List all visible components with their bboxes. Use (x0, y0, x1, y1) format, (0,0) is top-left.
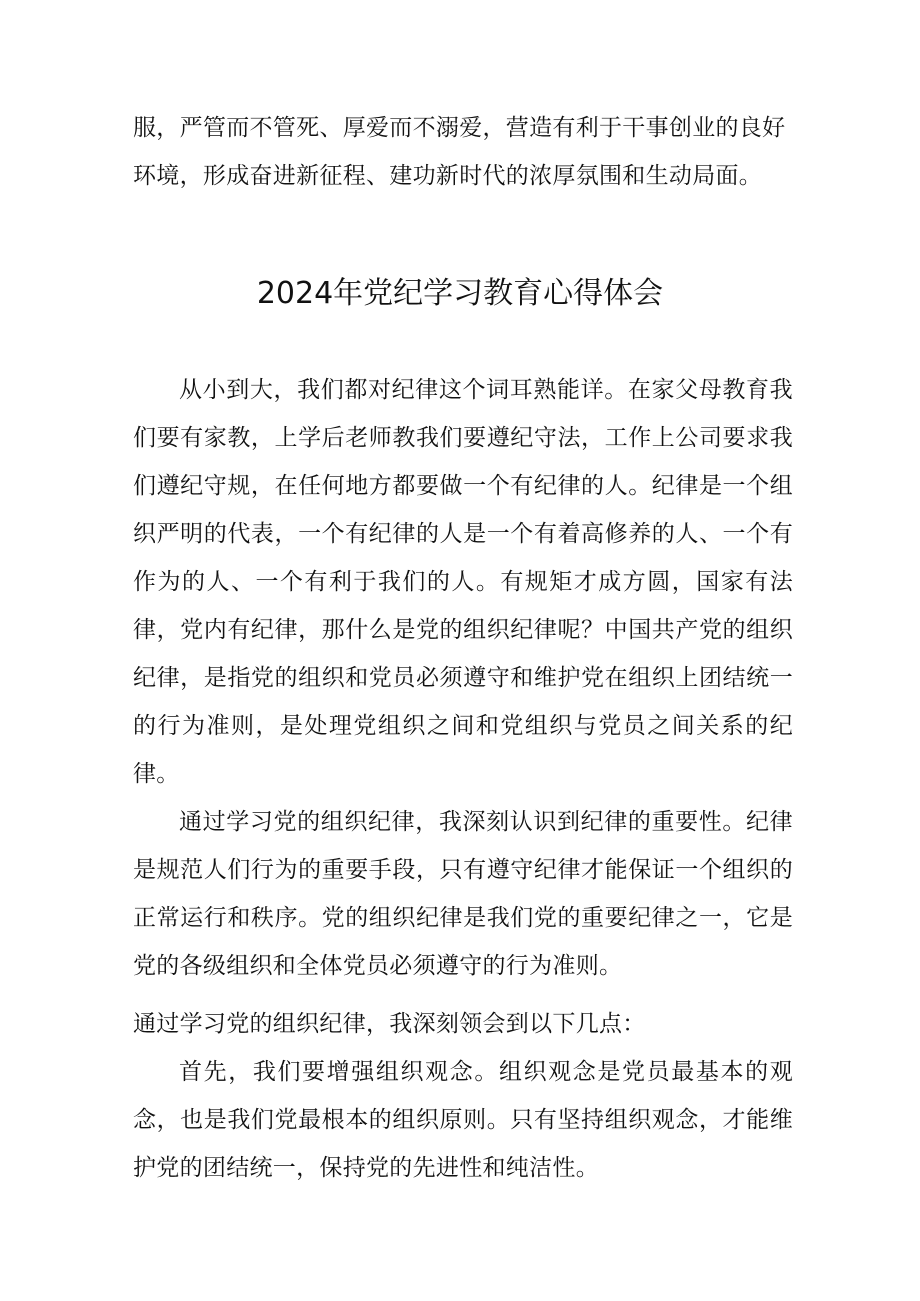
body-section-1 (133, 366, 793, 990)
body-section-2 (133, 1000, 793, 1192)
paragraph: 从小到大，我们都对纪律这个词耳熟能详。在家父母教育我们要有家教，上学后老师教我们要遵纪守法，工作上公司要求我们遵纪守规，在任何地方都要做一个有纪律的人。纪律是一个组织严明的代表，一个有纪律的人是一个有着高修养的人、一个有作为的人、一个有利于我们的人。有规矩才成方圆，国家有法律，党内有纪律，那什么是党的组织纪律呢？中国共产党的组织纪律，是指党的组织和党员必须遵守和维护党在组织上团结统一的行为准则，是处理党组织之间和党组织与党员之间关系的纪律。 (133, 377, 793, 787)
paragraph: 通过学习党的组织纪律，我深刻认识到纪律的重要性。纪律是规范人们行为的重要手段，只有遵守纪律才能保证一个组织的正常运行和秩序。党的组织纪律是我们党的重要纪律之一，它是党的各级组织和全体党员必须遵守的行为准则。 (133, 809, 793, 979)
document-title: 2024年党纪学习教育心得体会 (256, 276, 664, 311)
paragraph: 首先，我们要增强组织观念。组织观念是党员最基本的观念，也是我们党最根本的组织原则。只有坚持组织观念，才能维护党的团结统一，保持党的先进性和纯洁性。 (133, 1059, 793, 1181)
intro-line: 环境，形成奋进新征程、建功新时代的浓厚氛围和生动局面。 (133, 163, 763, 189)
paragraph: 通过学习党的组织纪律，我深刻领会到以下几点： (133, 1011, 646, 1037)
intro-text (133, 104, 793, 200)
intro-line: 服，严管而不管死、厚爱而不溺爱，营造有利于干事创业的良好 (133, 115, 786, 141)
